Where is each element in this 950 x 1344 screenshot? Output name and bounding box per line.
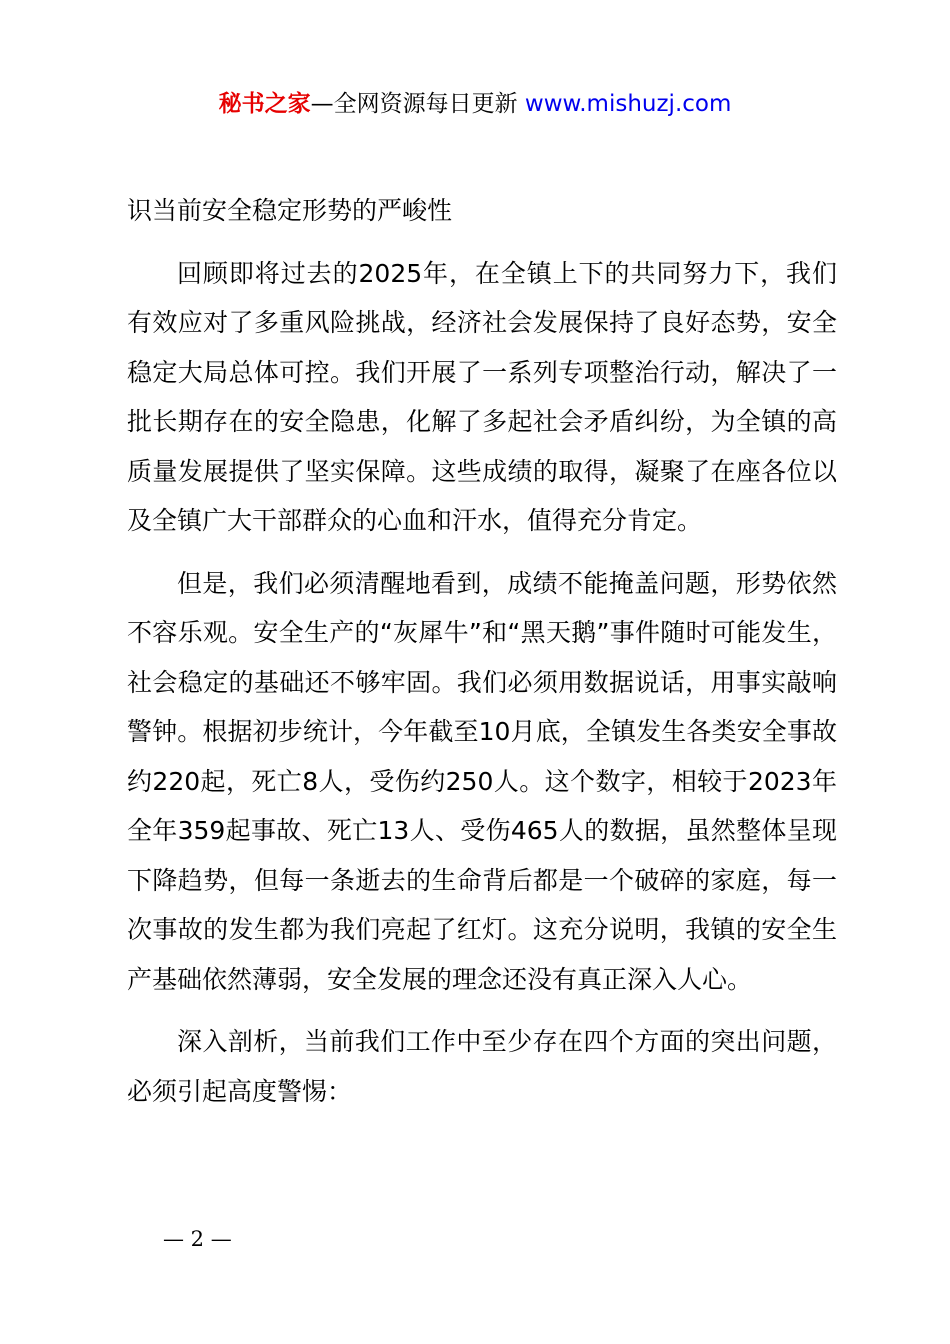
document-body: [127, 186, 837, 1116]
site-url-link[interactable]: www.mishuzj.com: [524, 91, 732, 117]
page-number: — 2 —: [163, 1227, 232, 1251]
site-header: [0, 88, 950, 120]
section-heading-continuation: 识当前安全稳定形势的严峻性: [127, 196, 453, 225]
paragraph-problems-intro: 深入剖析，当前我们工作中至少存在四个方面的突出问题，必须引起高度警惕：: [127, 1027, 837, 1106]
paragraph-situation: 但是，我们必须清醒地看到，成绩不能掩盖问题，形势依然不容乐观。安全生产的“灰犀牛”和“黑天鹅”事件随时可能发生，社会稳定的基础还不够牢固。我们必须用数据说话，用事实敲响警钟。根据初步统计，今年截至10月底，全镇发生各类安全事故约220起，死亡8人，受伤约250人。这个数字，相较于2023年全年359起事故、死亡13人、受伤465人的数据，虽然整体呈现下降趋势，但每一条逝去的生命背后都是一个破碎的家庭，每一次事故的发生都为我们亮起了红灯。这充分说明，我镇的安全生产基础依然薄弱，安全发展的理念还没有真正深入人心。: [127, 568, 837, 994]
paragraph-review: 回顾即将过去的2025年，在全镇上下的共同努力下，我们有效应对了多重风险挑战，经济社会发展保持了良好态势，安全稳定大局总体可控。我们开展了一系列专项整治行动，解决了一批长期存在的安全隐患，化解了多起社会矛盾纠纷，为全镇的高质量发展提供了坚实保障。这些成绩的取得，凝聚了在座各位以及全镇广大干部群众的心血和汗水，值得充分肯定。: [127, 258, 837, 535]
brand-name: 秘书之家: [218, 91, 311, 117]
header-slogan: —全网资源每日更新: [310, 91, 525, 117]
